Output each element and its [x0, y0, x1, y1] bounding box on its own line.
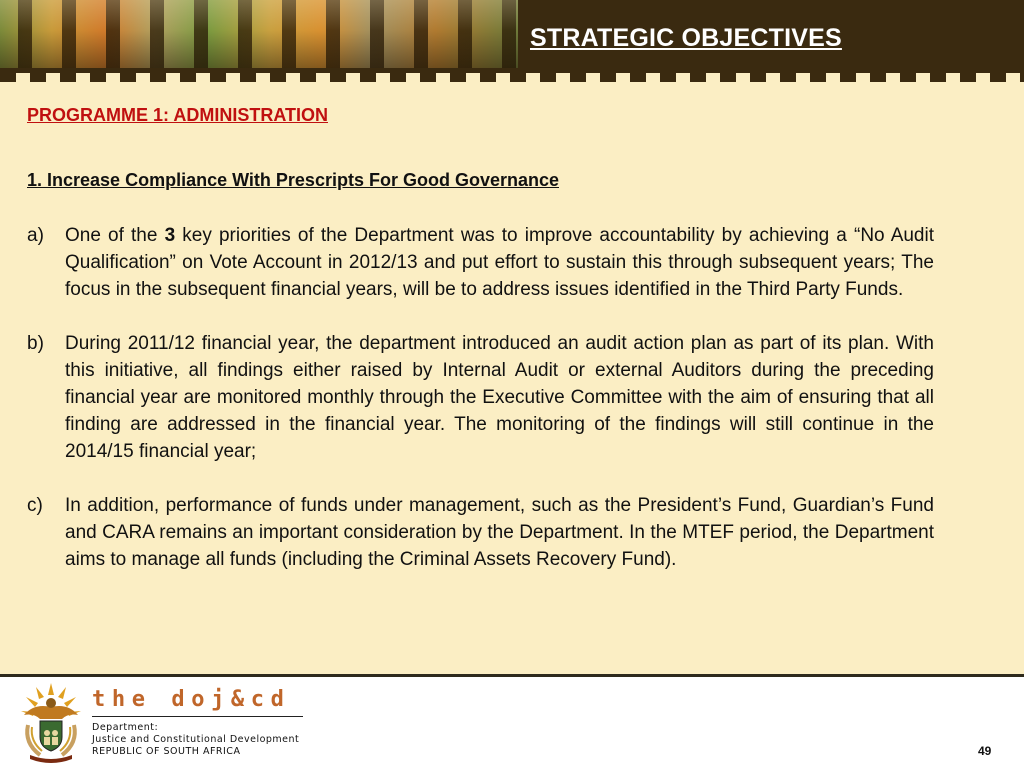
list-item-text: In addition, performance of funds under management, such as the President’s Fund, Guardian’s Fund and CARA remains an important consideration by the Department. In the MTEF period, the Department aims to manage all funds (including the Criminal Assets Recovery Fund). [65, 495, 934, 570]
page-number: 49 [978, 744, 992, 758]
header-band [0, 0, 1024, 68]
dept-line-2: Justice and Constitutional Development [92, 734, 300, 745]
brand-wordmark: the doj&cd [92, 687, 291, 712]
text-part: key priorities of the Department was to improve accountability by achieving a “No Audit Qualification” on Vote Account in 2012/13 and put effort to sustain this through subsequent years; The focus in the subsequent financial years, will be to address issues identified in the Third Party Funds. [65, 225, 934, 300]
list-marker: a) [27, 225, 44, 246]
text-part: One of the [65, 225, 165, 246]
dept-line-3: REPUBLIC OF SOUTH AFRICA [92, 746, 241, 757]
header-photo [0, 0, 518, 68]
list-marker: c) [27, 495, 43, 516]
list-item-b [27, 330, 934, 465]
list-item-text: During 2011/12 financial year, the department introduced an audit action plan as part of its plan. With this initiative, all findings either raised by Internal Audit or external Auditors during the preceding financial year are monitored monthly through the Executive Committee with the aim of ensuring that all finding are addressed in the financial year. The monitoring of the findings will still continue in the 2014/15 financial year; [65, 333, 934, 462]
brand-underline [92, 716, 303, 717]
list-item-c [27, 492, 934, 573]
list-item-a [27, 222, 934, 303]
bold-number: 3 [164, 225, 176, 246]
list-item-text [65, 225, 934, 300]
header-notched-border [0, 68, 1024, 82]
coat-of-arms-icon [18, 681, 84, 763]
list-marker: b) [27, 333, 44, 354]
slide-title: STRATEGIC OBJECTIVES [530, 24, 842, 52]
dept-line-1: Department: [92, 722, 159, 733]
programme-heading: PROGRAMME 1: ADMINISTRATION [27, 105, 328, 125]
section-heading: 1. Increase Compliance With Prescripts For Good Governance [27, 170, 559, 190]
department-label [92, 722, 299, 758]
objectives-list [27, 222, 934, 600]
